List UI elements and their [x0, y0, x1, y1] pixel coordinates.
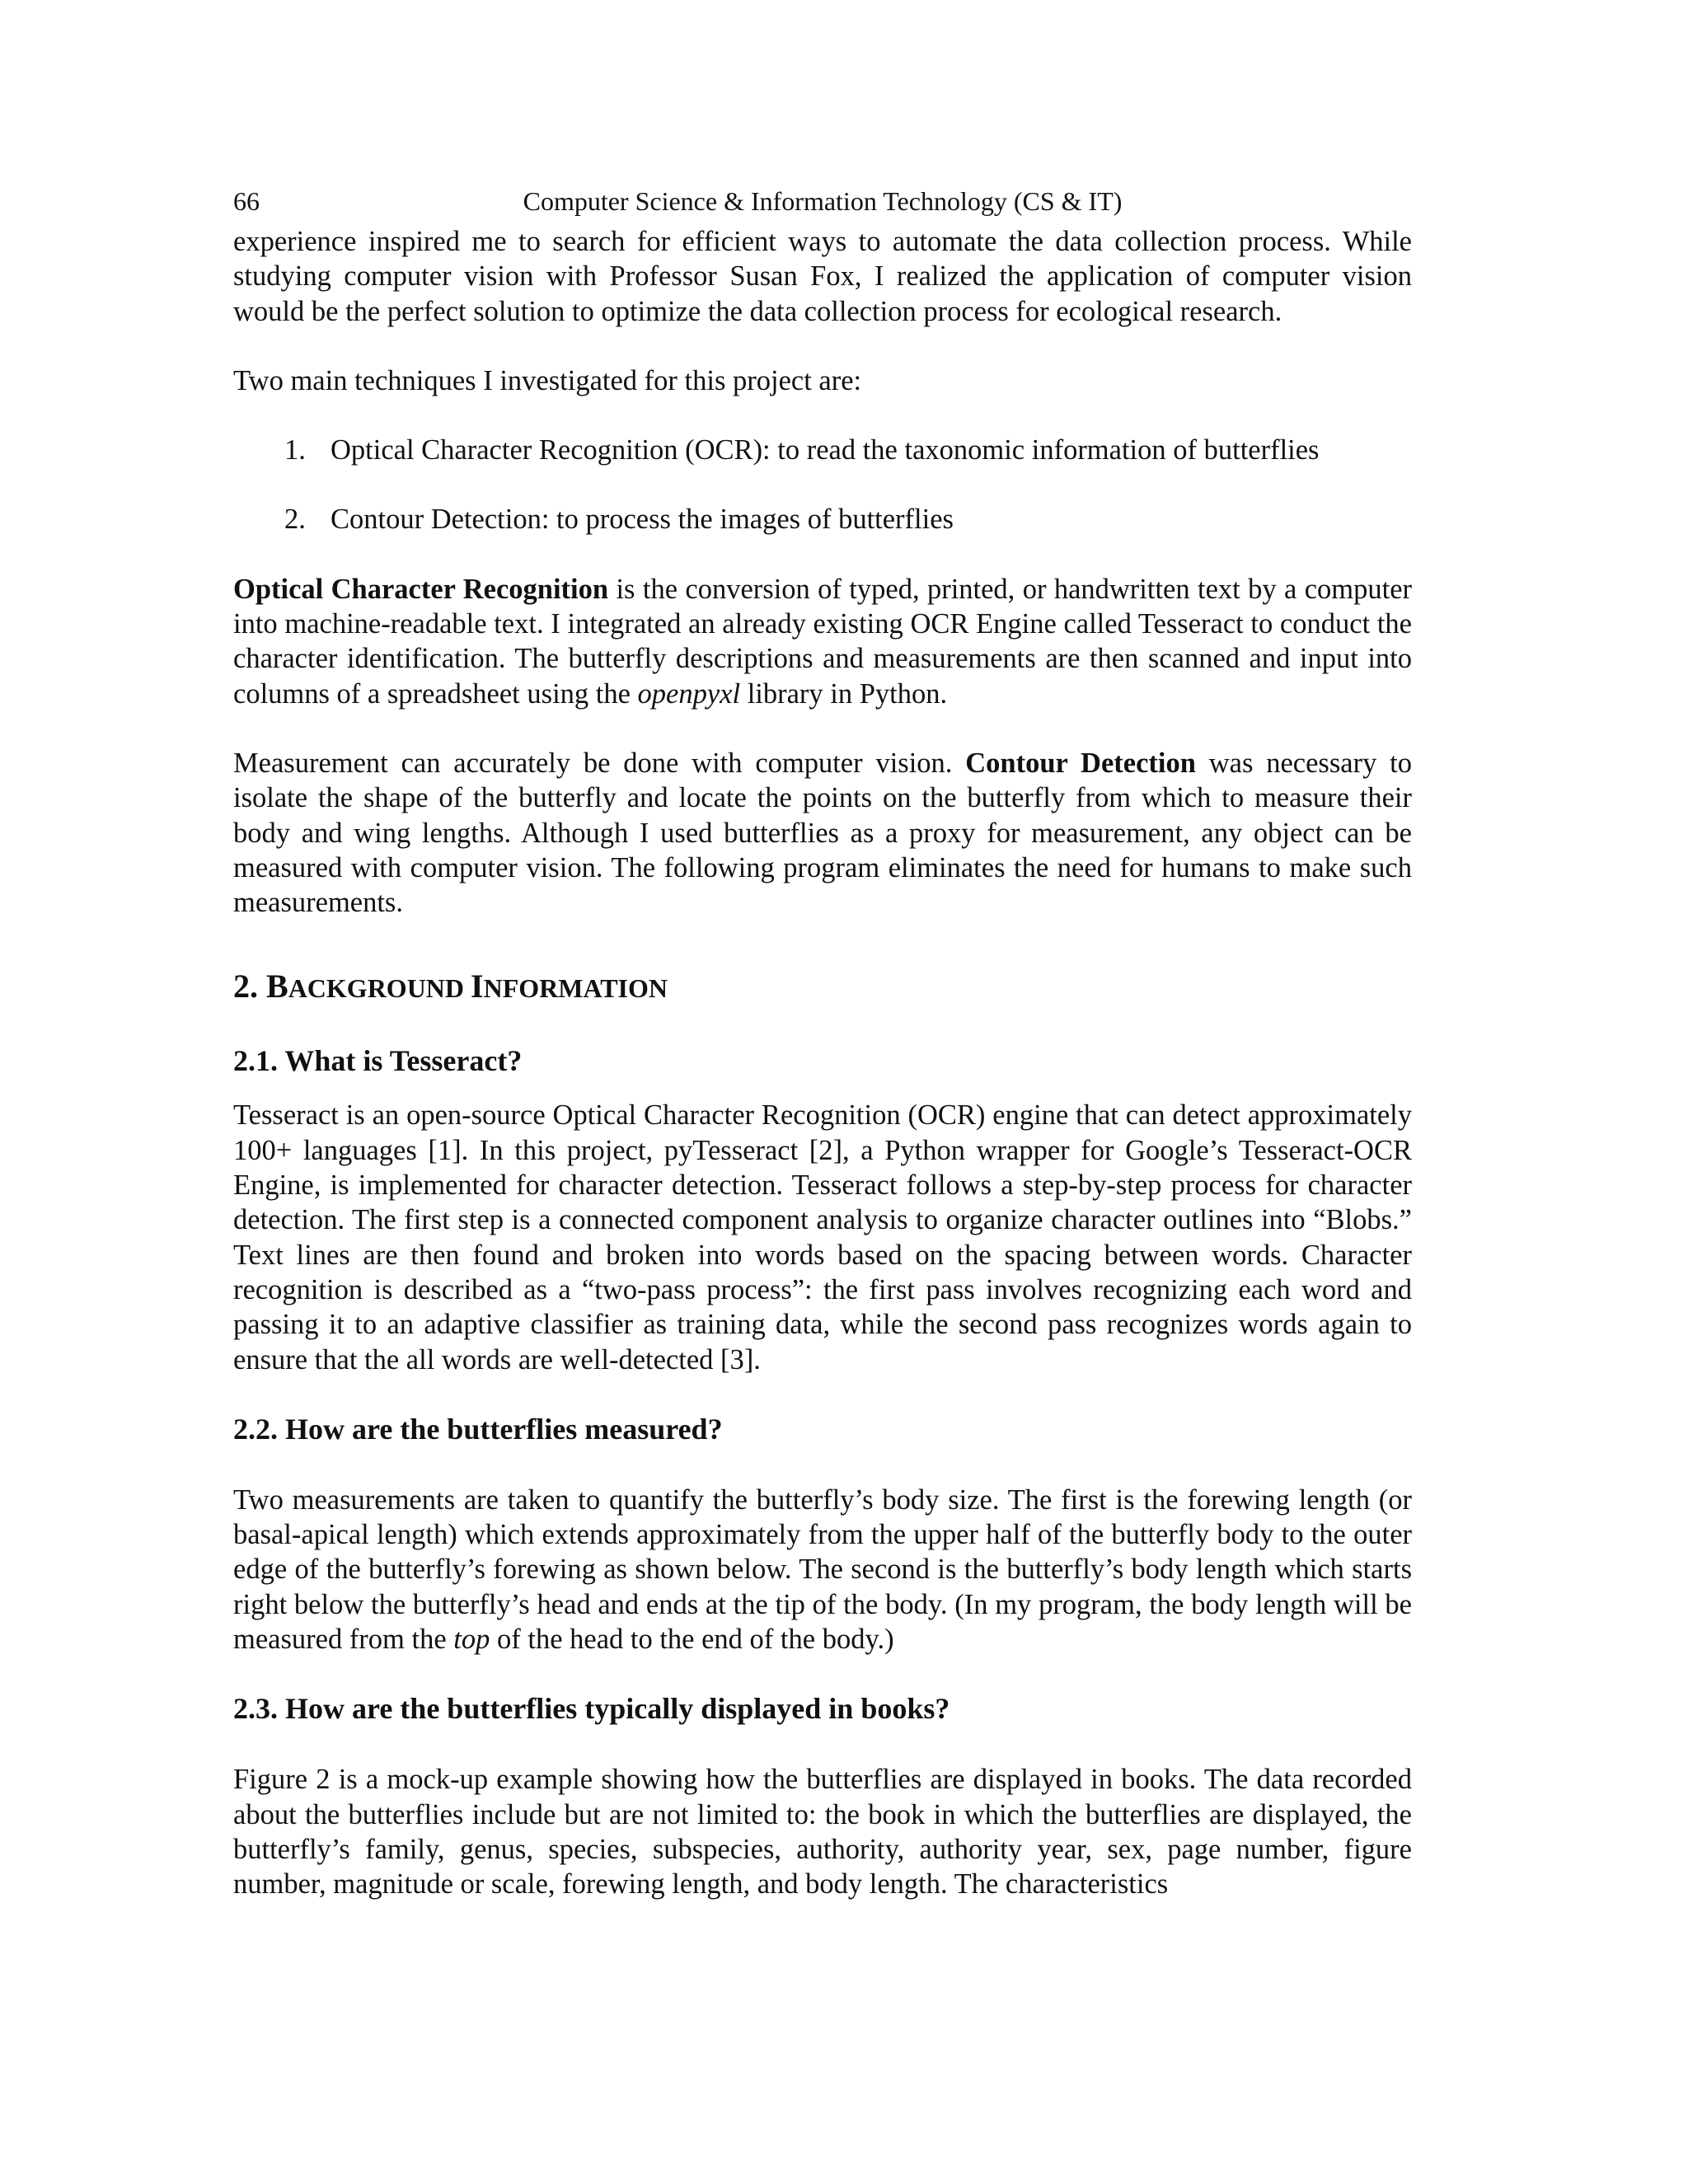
measurement-text-part2: of the head to the end of the body.): [490, 1624, 894, 1656]
subsection-heading-display: 2.3. How are the butterflies typically displayed in books?: [233, 1692, 950, 1726]
ocr-text-part1: is the conversion of typed, printed, or handwritten text by a computer into machine-readable text. I integrated an already existing OCR Engine called Tesseract to conduct the character identification. The butterfly descriptions and measurements are then scanned and input into columns of a spreadsheet using the: [233, 573, 1412, 710]
ocr-text-part2: library in Python.: [740, 677, 948, 710]
section-title-b-rest: ACKGROUND: [288, 973, 471, 1004]
contour-term: Contour Detection: [965, 747, 1196, 779]
section-title-i-capital: I: [471, 968, 484, 1005]
openpyxl-library-name: openpyxl: [637, 677, 741, 710]
paper-page: [233, 183, 1412, 1902]
techniques-lead-paragraph: Two main techniques I investigated for this project are:: [233, 364, 862, 396]
measurement-emphasis-top: top: [453, 1624, 490, 1656]
measurement-text-part1: Two measurements are taken to quantify the butterfly’s body size. The first is the forewing length (or basal-apical length) which extends approximately from the upper half of the butterfly body to the outer edge of the butterfly’s forewing as shown below. The second is the butterfly’s body length which starts right below the butterfly’s head and ends at the tip of the body. (In my program, the body length will be measured from the: [233, 1483, 1412, 1656]
section-number: 2.: [233, 968, 266, 1005]
tesseract-paragraph: Tesseract is an open-source Optical Character Recognition (OCR) engine that can detect approximately 100+ languages [1]. In this project, pyTesseract [2], a Python wrapper for Google’s Tesseract-OCR Engine, is implemented for character detection. Tesseract follows a step-by-step process for character detection. The first step is a connected component analysis to organize character outlines into “Blobs.” Text lines are then found and broken into words based on the spacing between words. Character recognition is described as a “two-pass process”: the first pass involves recognizing each word and passing it to an adaptive classifier as training data, while the second pass recognizes words again to ensure that the all words are well-detected [3].: [233, 1099, 1412, 1376]
list-item-number: 2.: [284, 504, 306, 536]
list-item-number: 1.: [284, 434, 306, 466]
running-header: [233, 183, 1412, 219]
contour-paragraph: [233, 746, 1412, 920]
list-item-text: Contour Detection: to process the images of butterflies: [331, 504, 954, 536]
list-item-text: Optical Character Recognition (OCR): to read the taxonomic information of butterflies: [331, 434, 1320, 466]
contour-text-part2: was necessary to isolate the shape of the butterfly and locate the points on the butterfly from which to measure their body and wing lengths. Although I used butterflies as a proxy for measurement, any object can be measured with computer vision. The following program eliminates the need for humans to make such measurements.: [233, 747, 1412, 919]
journal-title: Computer Science & Information Technology (CS & IT): [523, 186, 1123, 216]
list-item: [233, 502, 1412, 537]
section-title-i-rest: NFORMATION: [483, 973, 668, 1004]
measurement-paragraph: [233, 1483, 1412, 1657]
techniques-list: [233, 433, 1412, 537]
page-number: 66: [233, 186, 260, 216]
display-paragraph: Figure 2 is a mock-up example showing how the butterflies are displayed in books. The data recorded about the butterflies include but are not limited to: the book in which the butterflies are displayed, the butterfly’s family, genus, species, subspecies, authority, authority year, sex, page number, figure number, magnitude or scale, forewing length, and body length. The characteristics: [233, 1764, 1412, 1900]
section-heading-background-information: [233, 966, 1412, 1009]
ocr-paragraph: [233, 572, 1412, 711]
section-title-b-capital: B: [266, 968, 288, 1005]
list-item: [233, 433, 1412, 467]
intro-continuation-paragraph: experience inspired me to search for efficient ways to automate the data collection process. While studying computer vision with Professor Susan Fox, I realized the application of computer vision would be the perfect solution to optimize the data collection process for ecological research.: [233, 226, 1412, 327]
contour-text-part1: Measurement can accurately be done with computer vision.: [233, 747, 966, 779]
subsection-heading-tesseract: 2.1. What is Tesseract?: [233, 1044, 523, 1078]
subsection-heading-measurement: 2.2. How are the butterflies measured?: [233, 1412, 723, 1446]
ocr-term: Optical Character Recognition: [233, 573, 609, 605]
